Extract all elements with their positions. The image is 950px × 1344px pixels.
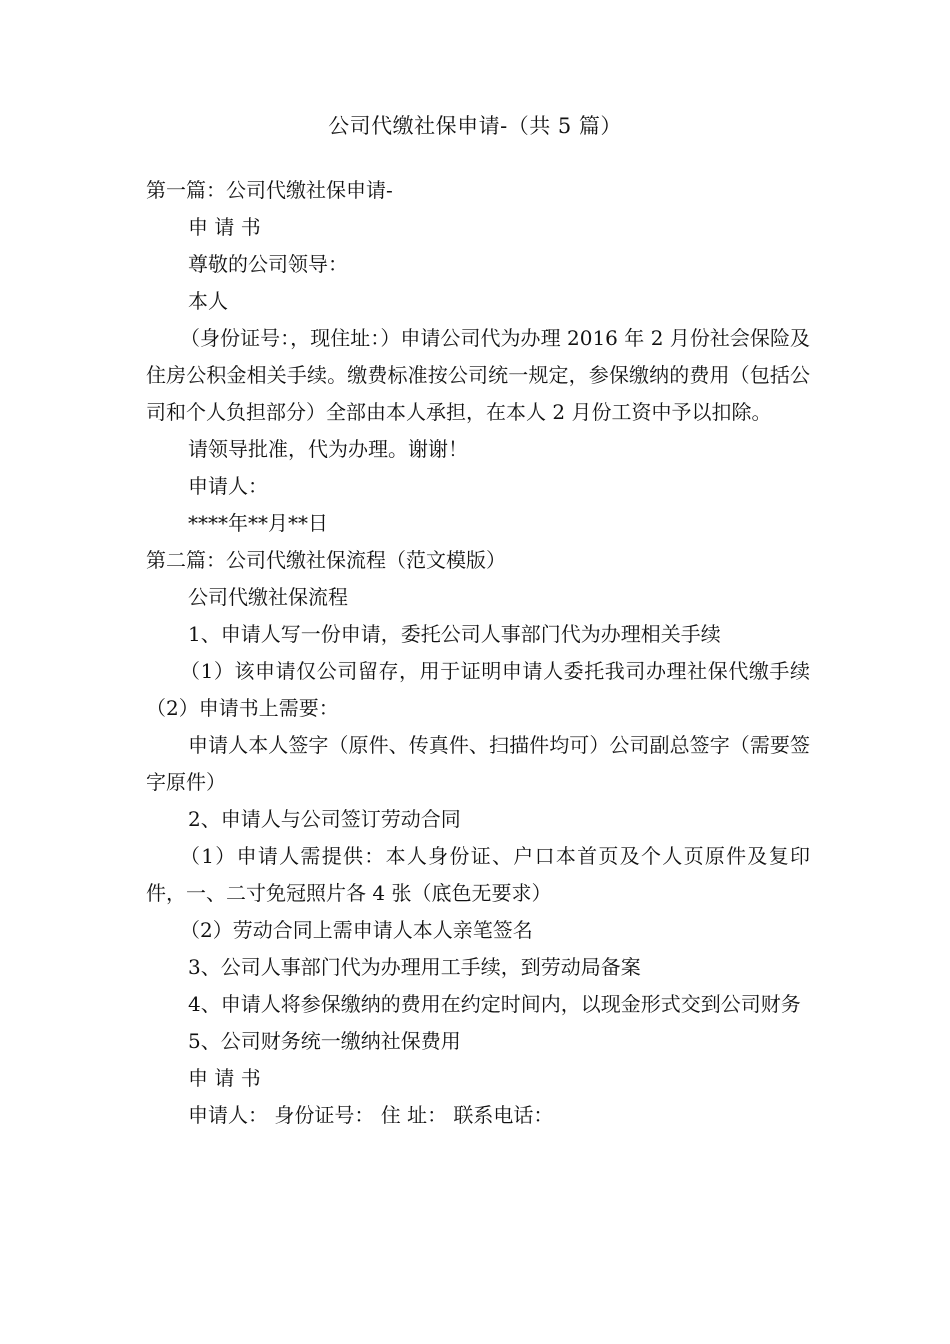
list-item: 2、申请人与公司签订劳动合同 — [188, 807, 461, 831]
paragraph: （身份证号：，现住址：）申请公司代为办理 2016 年 2 月份社会保险及住房公积金相关手续。缴费标准按公司统一规定，参保缴纳的费用（包括公司和个人负担部分）全部由本人承担，在本人 2 月份工资中予以扣除。 — [146, 326, 810, 424]
subheading-application: 申 请 书 — [188, 215, 261, 239]
section-heading-2: 第二篇：公司代缴社保流程（范文模版） — [146, 548, 506, 572]
subheading-process: 公司代缴社保流程 — [188, 585, 348, 609]
list-item: （2）劳动合同上需申请人本人亲笔签名 — [180, 918, 533, 942]
list-item: （1）该申请仅公司留存，用于证明申请人委托我司办理社保代缴手续（2）申请书上需要： — [146, 659, 810, 720]
applicant-info-line: 申请人： 身份证号： 住 址： 联系电话： — [188, 1103, 554, 1127]
list-item: 5、公司财务统一缴纳社保费用 — [188, 1029, 461, 1053]
paragraph: 请领导批准，代为办理。谢谢！ — [188, 437, 468, 461]
applicant-label: 申请人： — [188, 474, 268, 498]
subheading-application: 申 请 书 — [188, 1066, 261, 1090]
list-item: 3、公司人事部门代为办理用工手续，到劳动局备案 — [188, 955, 641, 979]
list-item: （1）申请人需提供：本人身份证、户口本首页及个人页原件及复印件，一、二寸免冠照片各 4 张（底色无要求） — [146, 844, 810, 905]
date-line: ****年**月**日 — [188, 511, 328, 535]
list-item: 4、申请人将参保缴纳的费用在约定时间内，以现金形式交到公司财务 — [188, 992, 801, 1016]
paragraph: 本人 — [188, 289, 228, 313]
salutation: 尊敬的公司领导： — [188, 252, 348, 276]
document-title: 公司代缴社保申请-（共 5 篇） — [328, 114, 622, 138]
document-body — [146, 172, 810, 1134]
section-heading-1: 第一篇：公司代缴社保申请- — [146, 178, 393, 202]
paragraph: 申请人本人签字（原件、传真件、扫描件均可）公司副总签字（需要签字原件） — [146, 733, 810, 794]
list-item: 1、申请人写一份申请，委托公司人事部门代为办理相关手续 — [188, 622, 721, 646]
